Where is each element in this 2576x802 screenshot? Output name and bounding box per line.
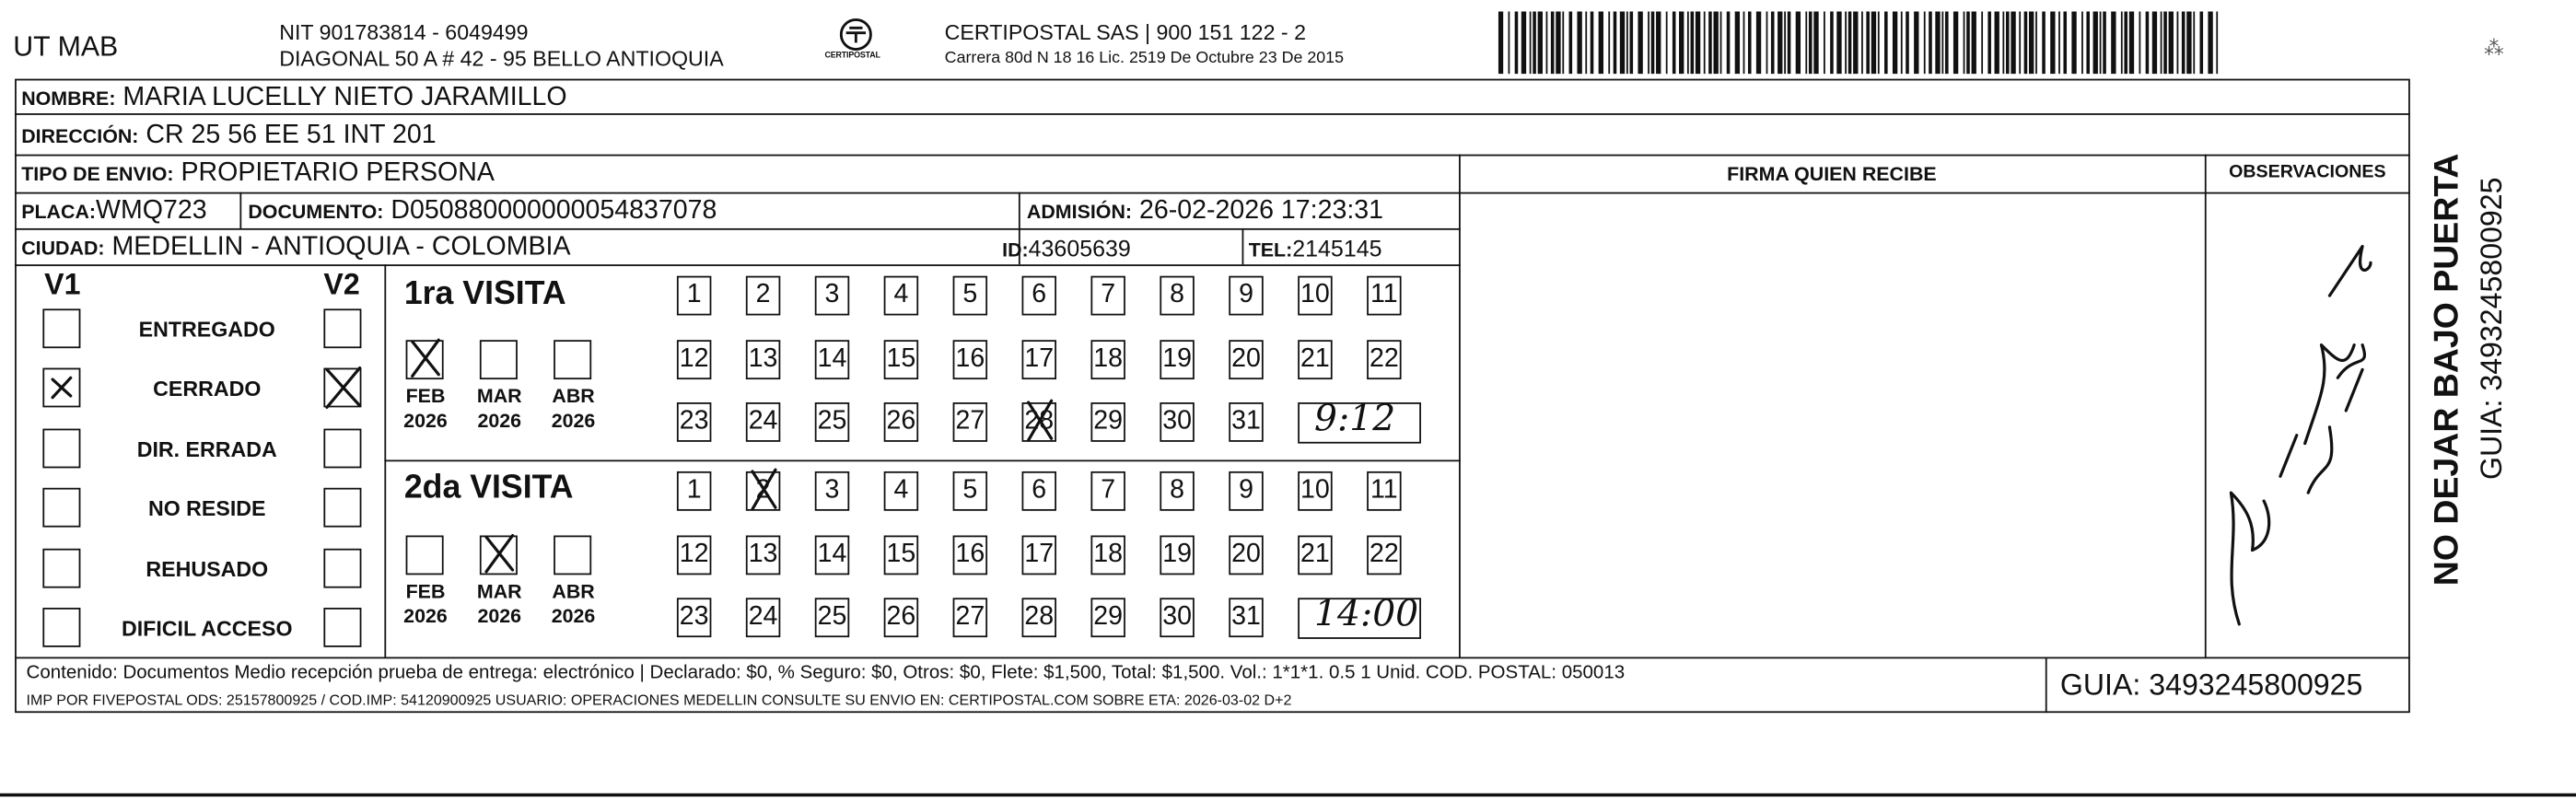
barcode-bar bbox=[1673, 11, 1676, 74]
barcode-bar bbox=[1599, 11, 1603, 74]
barcode-bar bbox=[1906, 11, 1909, 74]
visita1-day-box: 7 bbox=[1090, 276, 1125, 316]
bottom-rule bbox=[0, 794, 2576, 797]
barcode-bar bbox=[1620, 11, 1625, 74]
barcode-bar bbox=[2200, 11, 2204, 74]
barcode-bar bbox=[2186, 11, 2191, 74]
barcode-bar bbox=[1696, 11, 1700, 74]
visita1-month-box bbox=[554, 340, 591, 379]
barcode-bar bbox=[2019, 11, 2021, 74]
barcode-bar bbox=[1748, 11, 1752, 74]
ciudad-value: MEDELLIN - ANTIOQUIA - COLOMBIA bbox=[111, 233, 571, 262]
tel-label: TEL: bbox=[1248, 238, 1293, 262]
barcode-bar bbox=[1704, 11, 1706, 74]
certipostal-logo-icon bbox=[828, 15, 884, 71]
barcode-bar bbox=[1614, 11, 1617, 74]
visita1-day-box: 13 bbox=[746, 340, 780, 379]
visita2-day-box: 16 bbox=[953, 536, 987, 575]
v1-checkbox bbox=[42, 608, 80, 647]
barcode-bar bbox=[1720, 11, 1722, 74]
barcode-bar bbox=[2121, 11, 2123, 74]
placa-value: WMQ723 bbox=[96, 197, 207, 226]
barcode-bar bbox=[2006, 11, 2010, 74]
barcode-bar bbox=[1533, 11, 1536, 74]
visita1-month-label: FEB 2026 bbox=[403, 384, 448, 433]
barcode-bar bbox=[1546, 11, 1548, 74]
barcode-bars bbox=[1498, 11, 2228, 74]
visita1-day-box: 20 bbox=[1229, 340, 1263, 379]
barcode-bar bbox=[2103, 11, 2106, 74]
barcode-bar bbox=[1691, 11, 1695, 74]
visita1-day-box: 21 bbox=[1298, 340, 1332, 379]
direccion-value: CR 25 56 EE 51 INT 201 bbox=[146, 122, 437, 150]
admision-value: 26-02-2026 17:23:31 bbox=[1138, 197, 1384, 226]
visita1-day-box: 26 bbox=[884, 402, 918, 442]
barcode-bar bbox=[1538, 11, 1543, 74]
barcode-bar bbox=[1509, 11, 1510, 74]
visita1-day-box: 9 bbox=[1229, 276, 1263, 316]
barcode-bar bbox=[2071, 11, 2076, 74]
visita2-day-box: 10 bbox=[1298, 471, 1332, 511]
barcode-bar bbox=[2169, 11, 2174, 74]
barcode-bar bbox=[1577, 11, 1581, 74]
visita1-day-box: 31 bbox=[1229, 402, 1263, 442]
visita1-month-label: MAR 2026 bbox=[476, 384, 522, 433]
visita1-day-box: 22 bbox=[1367, 340, 1401, 379]
documento-row bbox=[248, 197, 717, 227]
status-label: DIR. ERRADA bbox=[136, 436, 277, 462]
ciudad-row bbox=[21, 233, 570, 262]
barcode-bar bbox=[1836, 11, 1841, 74]
admision-row bbox=[1027, 197, 1383, 227]
visita2-day-box: 1 bbox=[677, 471, 711, 511]
nombre-label: NOMBRE: bbox=[21, 87, 116, 110]
barcode-bar bbox=[1766, 11, 1768, 74]
barcode-bar bbox=[1796, 11, 1801, 74]
visita2-day-box: 26 bbox=[884, 598, 918, 637]
visita1-day-box: 2 bbox=[746, 276, 780, 316]
visita2-day-box: 31 bbox=[1229, 598, 1263, 637]
barcode-bar bbox=[1608, 11, 1610, 74]
barcode-bar bbox=[1964, 11, 1965, 74]
barcode-bar bbox=[1714, 11, 1719, 74]
barcode-bar bbox=[1861, 11, 1863, 74]
visita2-day-box: 9 bbox=[1229, 471, 1263, 511]
visita1-month-label: ABR 2026 bbox=[551, 384, 596, 433]
visita2-day-box: 20 bbox=[1229, 536, 1263, 575]
barcode-bar bbox=[2129, 11, 2134, 74]
visita2-day-box: 4 bbox=[884, 471, 918, 511]
barcode-bar bbox=[1953, 11, 1958, 74]
v2-checkbox bbox=[323, 488, 361, 528]
visita1-day-box: 12 bbox=[677, 340, 711, 379]
tipo-envio-value: PROPIETARIO PERSONA bbox=[181, 159, 495, 188]
barcode-bar bbox=[1556, 11, 1560, 74]
barcode-bar bbox=[2086, 11, 2090, 74]
footer-guia: GUIA: 3493245800925 bbox=[2059, 668, 2363, 702]
visita2-day-box: 28 bbox=[1022, 598, 1056, 637]
visita2-day-box: 15 bbox=[884, 536, 918, 575]
barcode-bar bbox=[1924, 11, 1926, 74]
visita2-day-box: 8 bbox=[1160, 471, 1194, 511]
barcode-bar bbox=[1771, 11, 1775, 74]
visita2-day-box: 30 bbox=[1160, 598, 1194, 637]
barcode-bar bbox=[2058, 11, 2060, 74]
footer-imp: IMP POR FIVEPOSTAL ODS: 25157800925 / COD.IMP: 54120900925 USUARIO: OPERACIONES MEDELLIN CONSULTE SU ENVIO EN: CERTIPOSTAL.COM SOBRE ETA: 2026-03-02 D+2 bbox=[26, 691, 1292, 708]
barcode-bar bbox=[1626, 11, 1628, 74]
barcode-bar bbox=[1569, 11, 1573, 74]
barcode-bar bbox=[2111, 11, 2116, 74]
visita2-day-box: 12 bbox=[677, 536, 711, 575]
visita2-day-box: 6 bbox=[1022, 471, 1056, 511]
tel-value: 2145145 bbox=[1292, 235, 1382, 262]
barcode-bar bbox=[1914, 11, 1918, 74]
documento-label: DOCUMENTO: bbox=[248, 200, 384, 224]
visita2-month-label: MAR 2026 bbox=[476, 579, 522, 628]
visita2-day-box: 7 bbox=[1090, 471, 1125, 511]
direccion-row bbox=[21, 122, 436, 151]
barcode-bar bbox=[1987, 11, 1991, 74]
barcode-bar bbox=[1521, 11, 1526, 74]
visita2-day-box: 19 bbox=[1160, 536, 1194, 575]
barcode-bar bbox=[1727, 11, 1731, 74]
barcode-bar bbox=[2163, 11, 2167, 74]
v2-checkbox bbox=[323, 549, 361, 588]
barcode-bar bbox=[1562, 11, 1564, 74]
visita1-day-box: 27 bbox=[953, 402, 987, 442]
visita1-time-handwritten: 9:12 bbox=[1314, 399, 1396, 441]
visita1-day-box: 10 bbox=[1298, 276, 1332, 316]
barcode-bar bbox=[1941, 11, 1943, 74]
barcode-bar bbox=[1848, 11, 1852, 74]
admision-label: ADMISIÓN: bbox=[1026, 200, 1133, 224]
barcode-bar bbox=[1972, 11, 1976, 74]
status-label: REHUSADO bbox=[146, 556, 269, 582]
visita1-day-box: 24 bbox=[746, 402, 780, 442]
tipo-envio-row bbox=[21, 159, 495, 189]
barcode-bar bbox=[1756, 11, 1761, 74]
visita1-day-box: 11 bbox=[1367, 276, 1401, 316]
visita1-day-box: 14 bbox=[815, 340, 849, 379]
barcode bbox=[1498, 11, 2228, 74]
visita2-day-box: 24 bbox=[746, 598, 780, 637]
corner-mark: ⁂ bbox=[2484, 36, 2504, 60]
side-warning: NO DEJAR BAJO PUERTA bbox=[2428, 153, 2466, 587]
barcode-bar bbox=[2193, 11, 2195, 74]
barcode-bar bbox=[1884, 11, 1888, 74]
tipo-envio-label: TIPO DE ENVIO: bbox=[21, 162, 174, 186]
status-label: ENTREGADO bbox=[138, 317, 275, 343]
visita2-month-label: FEB 2026 bbox=[403, 579, 448, 628]
barcode-bar bbox=[1805, 11, 1807, 74]
barcode-bar bbox=[2050, 11, 2055, 74]
visita1-month-check bbox=[407, 337, 443, 379]
visita1-day-box: 19 bbox=[1160, 340, 1194, 379]
visita1-day-box: 4 bbox=[884, 276, 918, 316]
barcode-bar bbox=[2161, 11, 2162, 74]
barcode-bar bbox=[1935, 11, 1940, 74]
carrier-license: Carrera 80d N 18 16 Lic. 2519 De Octubre 23 De 2015 bbox=[944, 49, 1345, 68]
carrier-name: CERTIPOSTAL SAS | 900 151 122 - 2 bbox=[944, 19, 1306, 45]
barcode-bar bbox=[2139, 11, 2141, 74]
barcode-bar bbox=[2063, 11, 2067, 74]
barcode-bar bbox=[2011, 11, 2015, 74]
barcode-bar bbox=[1871, 11, 1876, 74]
barcode-bar bbox=[1651, 11, 1655, 74]
visita2-day-box: 3 bbox=[815, 471, 849, 511]
visita2-day-box: 18 bbox=[1090, 536, 1125, 575]
firma-label: FIRMA QUIEN RECIBE bbox=[1727, 162, 1937, 186]
nombre-row bbox=[21, 84, 566, 113]
visita1-month-box bbox=[480, 340, 518, 379]
v2-checkbox bbox=[323, 608, 361, 647]
v2-label: V2 bbox=[323, 267, 360, 301]
barcode-bar bbox=[2177, 11, 2179, 74]
visita1-title: 1ra VISITA bbox=[403, 275, 566, 312]
v1-checkbox bbox=[42, 549, 80, 588]
visita2-day-box: 21 bbox=[1298, 536, 1332, 575]
visita2-title: 2da VISITA bbox=[403, 470, 574, 506]
barcode-bar bbox=[1498, 11, 1503, 74]
visita1-day-box: 15 bbox=[884, 340, 918, 379]
barcode-bar bbox=[2152, 11, 2157, 74]
barcode-bar bbox=[2208, 11, 2212, 74]
status-label: NO RESIDE bbox=[147, 495, 266, 521]
visita2-month-label: ABR 2026 bbox=[551, 579, 596, 628]
visita2-day-mark bbox=[748, 467, 781, 513]
barcode-bar bbox=[2042, 11, 2046, 74]
placa-row bbox=[21, 197, 206, 227]
visita1-day-box: 16 bbox=[953, 340, 987, 379]
visita2-day-box: 2 bbox=[746, 471, 780, 511]
footer-contenido: Contenido: Documentos Medio recepción prueba de entrega: electrónico | Declarado: $0, % Seguro: $0, Otros: $0, Flete: $1,500, Total: $1,500. Vol.: 1*1*1. 0.5 1 Unid. COD. POSTAL: 050013 bbox=[26, 663, 1626, 684]
company-nit: NIT 901783814 - 6049499 bbox=[279, 19, 529, 45]
visita1-day-box: 17 bbox=[1022, 340, 1056, 379]
barcode-bar bbox=[2124, 11, 2127, 74]
barcode-bar bbox=[1708, 11, 1712, 74]
id-label: ID: bbox=[1002, 238, 1029, 262]
visita2-day-box: 29 bbox=[1090, 598, 1125, 637]
visita2-month-check bbox=[482, 532, 518, 575]
visita2-day-box: 17 bbox=[1022, 536, 1056, 575]
barcode-bar bbox=[1945, 11, 1949, 74]
barcode-bar bbox=[1788, 11, 1791, 74]
barcode-bar bbox=[1530, 11, 1532, 74]
documento-value: D050880000000054837078 bbox=[390, 197, 717, 226]
barcode-bar bbox=[1679, 11, 1684, 74]
ciudad-label: CIUDAD: bbox=[21, 236, 105, 260]
direccion-label: DIRECCIÓN: bbox=[21, 124, 139, 148]
barcode-bar bbox=[1809, 11, 1813, 74]
visita1-day-box: 23 bbox=[677, 402, 711, 442]
barcode-bar bbox=[1981, 11, 1983, 74]
v1-checkbox bbox=[42, 488, 80, 528]
visita1-day-box: 30 bbox=[1160, 402, 1194, 442]
v1-checkbox bbox=[42, 308, 80, 348]
v2-checkbox bbox=[323, 308, 361, 348]
barcode-bar bbox=[2216, 11, 2218, 74]
barcode-bar bbox=[1853, 11, 1858, 74]
barcode-bar bbox=[1995, 11, 1999, 74]
nombre-value: MARIA LUCELLY NIETO JARAMILLO bbox=[122, 83, 567, 112]
side-guia: GUIA: 3493245800925 bbox=[2475, 177, 2508, 481]
visita2-time-handwritten: 14:00 bbox=[1314, 594, 1419, 636]
v1-checkbox bbox=[42, 429, 80, 469]
company-address: DIAGONAL 50 A # 42 - 95 BELLO ANTIOQUIA bbox=[279, 45, 724, 71]
visita1-day-box: 25 bbox=[815, 402, 849, 442]
visita1-day-box: 29 bbox=[1090, 402, 1125, 442]
barcode-bar bbox=[1638, 11, 1642, 74]
visita1-day-box: 6 bbox=[1022, 276, 1056, 316]
barcode-bar bbox=[1551, 11, 1555, 74]
visita2-day-box: 22 bbox=[1367, 536, 1401, 575]
barcode-bar bbox=[1866, 11, 1870, 74]
barcode-bar bbox=[2100, 11, 2102, 74]
barcode-bar bbox=[1515, 11, 1519, 74]
tel-row bbox=[1249, 235, 1382, 262]
visita2-day-box: 25 bbox=[815, 598, 849, 637]
visita2-day-box: 13 bbox=[746, 536, 780, 575]
v2-check-mark bbox=[322, 365, 365, 411]
barcode-bar bbox=[1778, 11, 1782, 74]
barcode-bar bbox=[1656, 11, 1661, 74]
id-row bbox=[1002, 235, 1131, 262]
company-name: UT MAB bbox=[13, 30, 119, 63]
barcode-bar bbox=[1666, 11, 1668, 74]
barcode-bar bbox=[2093, 11, 2098, 74]
barcode-bar bbox=[1830, 11, 1834, 74]
visita1-day-mark bbox=[1023, 398, 1056, 444]
barcode-bar bbox=[1901, 11, 1903, 74]
barcode-bar bbox=[2029, 11, 2034, 74]
visita2-day-box: 5 bbox=[953, 471, 987, 511]
visita1-day-box: 18 bbox=[1090, 340, 1125, 379]
visita1-day-box: 3 bbox=[815, 276, 849, 316]
barcode-bar bbox=[1743, 11, 1745, 74]
barcode-bar bbox=[2002, 11, 2004, 74]
visita2-day-box: 23 bbox=[677, 598, 711, 637]
observaciones-handwriting bbox=[2207, 214, 2404, 641]
visita2-day-box: 27 bbox=[953, 598, 987, 637]
barcode-bar bbox=[1585, 11, 1587, 74]
barcode-bar bbox=[1813, 11, 1818, 74]
visita1-day-box: 5 bbox=[953, 276, 987, 316]
barcode-bar bbox=[2081, 11, 2083, 74]
barcode-bar bbox=[1735, 11, 1740, 74]
barcode-bar bbox=[1687, 11, 1689, 74]
barcode-bar bbox=[1966, 11, 1970, 74]
certipostal-logo bbox=[824, 15, 884, 71]
visita2-day-box: 14 bbox=[815, 536, 849, 575]
barcode-bar bbox=[2024, 11, 2028, 74]
id-value: 43605639 bbox=[1028, 235, 1131, 262]
barcode-bar bbox=[1784, 11, 1786, 74]
status-label: DIFICIL ACCESO bbox=[121, 615, 293, 641]
visita1-day-box: 28 bbox=[1022, 402, 1056, 442]
barcode-bar bbox=[2146, 11, 2150, 74]
status-label: CERRADO bbox=[153, 376, 262, 401]
barcode-bar bbox=[1878, 11, 1880, 74]
barcode-bar bbox=[1893, 11, 1897, 74]
visita2-month-box bbox=[554, 536, 591, 575]
barcode-bar bbox=[2182, 11, 2186, 74]
visita1-day-box: 8 bbox=[1160, 276, 1194, 316]
v1-label: V1 bbox=[44, 267, 81, 301]
barcode-bar bbox=[1929, 11, 1932, 74]
barcode-bar bbox=[1630, 11, 1634, 74]
visita2-day-box: 11 bbox=[1367, 471, 1401, 511]
observaciones-label: OBSERVACIONES bbox=[2229, 162, 2386, 183]
visita2-month-box bbox=[406, 536, 444, 575]
placa-label: PLACA: bbox=[21, 200, 97, 224]
barcode-bar bbox=[1824, 11, 1825, 74]
barcode-bar bbox=[1648, 11, 1649, 74]
barcode-bar bbox=[2035, 11, 2037, 74]
barcode-bar bbox=[1845, 11, 1847, 74]
v2-checkbox bbox=[323, 429, 361, 469]
barcode-bar bbox=[1591, 11, 1594, 74]
v1-check-mark bbox=[48, 375, 76, 401]
visita1-day-box: 1 bbox=[677, 276, 711, 316]
logo-text: CERTIPOSTAL bbox=[824, 51, 880, 62]
